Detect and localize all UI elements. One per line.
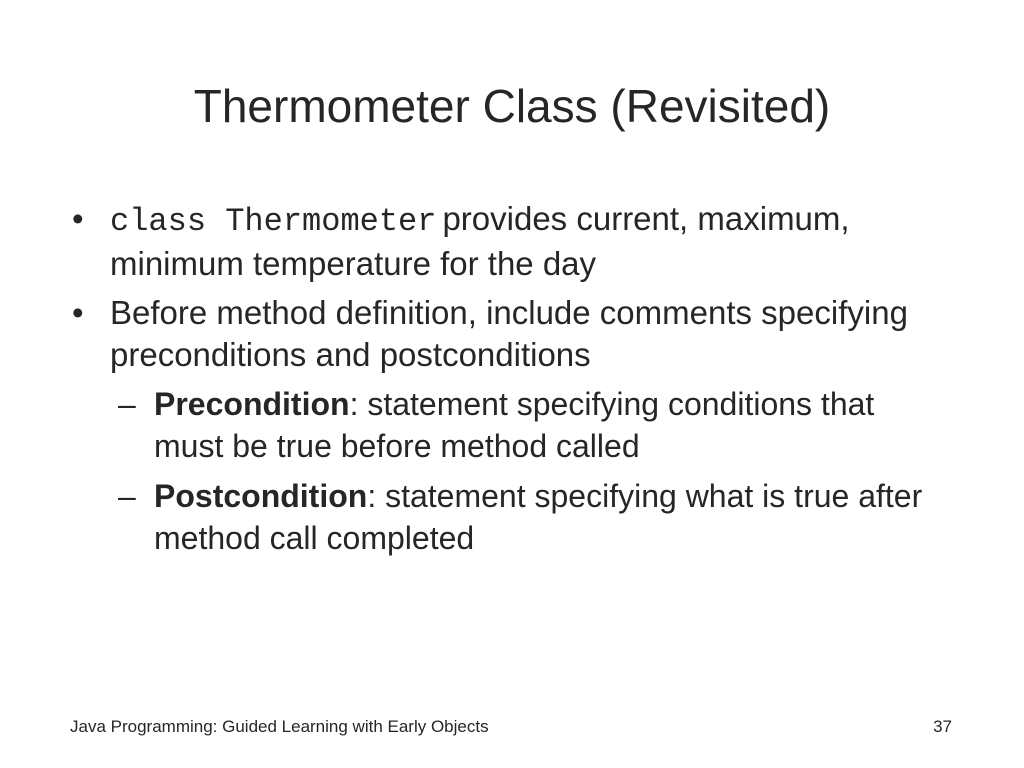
bullet-text: Before method definition, include comments specifying preconditions and postconditions (110, 294, 908, 373)
bullet-marker: • (72, 200, 84, 237)
sub-bullet-text: : statement specifying conditions that must be true before method called (154, 386, 875, 464)
bullet-marker: • (72, 294, 84, 331)
sub-bullet-term: Postcondition (154, 478, 368, 514)
sub-bullet-item (68, 383, 948, 467)
bullet-item (68, 198, 948, 285)
bullet-list (68, 198, 948, 567)
footer-course-title: Java Programming: Guided Learning with Early Objects (70, 717, 489, 736)
bullet-item (68, 292, 948, 376)
sub-bullet-text: : statement specifying what is true after method call completed (154, 478, 923, 556)
sub-bullet-marker: – (118, 478, 136, 514)
sub-bullet-marker: – (118, 386, 136, 422)
bullet-text: provides current, maximum, minimum temperature for the day (110, 200, 850, 282)
footer-page-number: 37 (933, 717, 952, 736)
sub-bullet-term: Precondition (154, 386, 350, 422)
slide-title: Thermometer Class (Revisited) (193, 80, 831, 132)
bullet-code: class Thermometer (110, 203, 437, 240)
sub-bullet-item (68, 475, 948, 559)
